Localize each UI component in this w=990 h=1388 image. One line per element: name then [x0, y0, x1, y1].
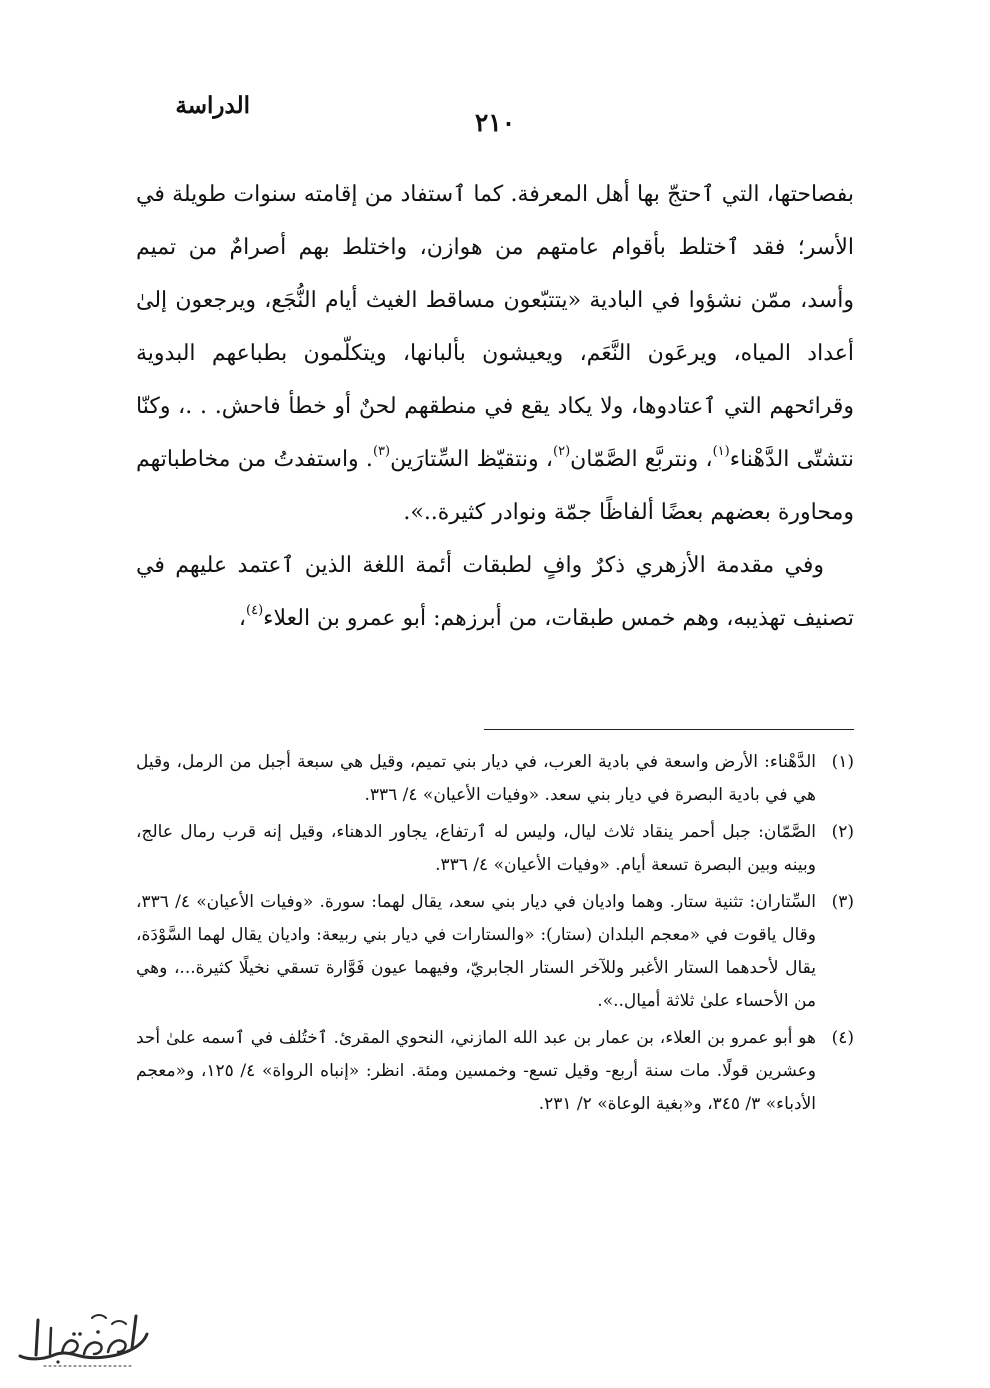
text-run: ،	[238, 606, 247, 631]
footnote-ref: (٣)	[372, 444, 391, 459]
text-run: ، ونتربَّع الصَّمّان	[570, 447, 713, 472]
footnote-number: (٤)	[831, 1028, 854, 1048]
text-run: ، ونتقيّظ السِّتارَين	[390, 447, 553, 472]
footnote	[136, 886, 854, 1018]
footnote-text: السِّتاران: تثنية ستار. وهما واديان في ديار بني سعد، يقال لهما: سورة. «وفيات الأعيان» ٤/ ٣٣٦، وقال ياقوت في «معجم البلدان (ستار): «والستارات في ديار بني ربيعة: واديان يقال لهما السَّوْدَة، يقال لأحدهما الستار الأغبر وللآخر الستار الجابريّ، وفيهما عيون فَوَّارة تسقي نخيلًا كثيرة...، وهي من الأحساء علىٰ ثلاثة أميال..».	[136, 892, 816, 1011]
paragraph	[136, 539, 854, 645]
text-run: وفي مقدمة الأزهري ذكرٌ وافٍ لطبقات أئمة اللغة الذين ٱعتمد عليهم في تصنيف تهذيبه، وهم خمس طبقات، من أبرزهم: أبو عمرو بن العلاء	[136, 553, 854, 631]
footnote-text: هو أبو عمرو بن العلاء، بن عمار بن عبد الله المازني، النحوي المقرئ. ٱختُلف في ٱسمه علىٰ أحد وعشرين قولًا. مات سنة أربع- وقيل تسع- وخمسين ومئة. انظر: «إنباه الرواة» ٤/ ١٢٥، و«معجم الأدباء» ٣/ ٣٤٥، و«بغية الوعاة» ٢/ ٢٣١.	[136, 1028, 816, 1114]
footnote	[136, 816, 854, 882]
footnote-number: (١)	[831, 752, 854, 772]
main-text	[136, 168, 854, 645]
running-title: الدراسة	[175, 92, 250, 119]
footnote	[136, 746, 854, 812]
footnote-number: (٢)	[831, 822, 854, 842]
paragraph	[136, 168, 854, 539]
text-run: بفصاحتها، التي ٱحتجّ بها أهل المعرفة. كما ٱستفاد من إقامته سنوات طويلة في الأسر؛ فقد ٱختلط بأقوام عامتهم من هوازن، واختلط بهم أصرامٌ من تميم وأسد، ممّن نشؤوا في البادية «يتتبّعون مساقط الغيث أيام النُّجَع، ويرجعون إلىٰ أعداد المياه، ويرعَون النَّعَم، ويعيشون بألبانها، ويتكلّمون بطباعهم البدوية وقرائحهم التي ٱعتادوها، ولا يكاد يقع في منطقهم لحنٌ أو خطأ فاحش. . .، وكنّا نتشتّى الدَّهْناء	[136, 182, 854, 472]
footnote-ref: (٢)	[553, 444, 571, 459]
footnote-text: الدَّهْناء: الأرض واسعة في بادية العرب، في ديار بني تميم، وقيل هي سبعة أجبل من الرمل، وقيل هي في بادية البصرة في ديار بني سعد. «وفيات الأعيان» ٤/ ٣٣٦.	[136, 752, 816, 805]
footnote	[136, 1022, 854, 1121]
footnote-text: الصَّمّان: جبل أحمر ينقاد ثلاث ليال، وليس له ٱرتفاع، يجاور الدهناء، وقيل إنه قرب رمال عالج، وبينه وبين البصرة تسعة أيام. «وفيات الأعيان» ٤/ ٣٣٦.	[136, 822, 816, 875]
page-number: ٢١٠	[474, 108, 516, 137]
calligraphy-logo-icon	[14, 1298, 152, 1370]
footnote-separator	[484, 729, 854, 730]
text-run: . واستفدتُ من مخاطباتهم ومحاورة بعضهم بعضًا ألفاظًا جمّة ونوادر كثيرة..».	[136, 447, 854, 525]
footnote-number: (٣)	[831, 892, 854, 912]
footnote-ref: (١)	[712, 444, 730, 459]
footnotes	[136, 746, 854, 1125]
footnote-ref: (٤)	[246, 603, 264, 618]
